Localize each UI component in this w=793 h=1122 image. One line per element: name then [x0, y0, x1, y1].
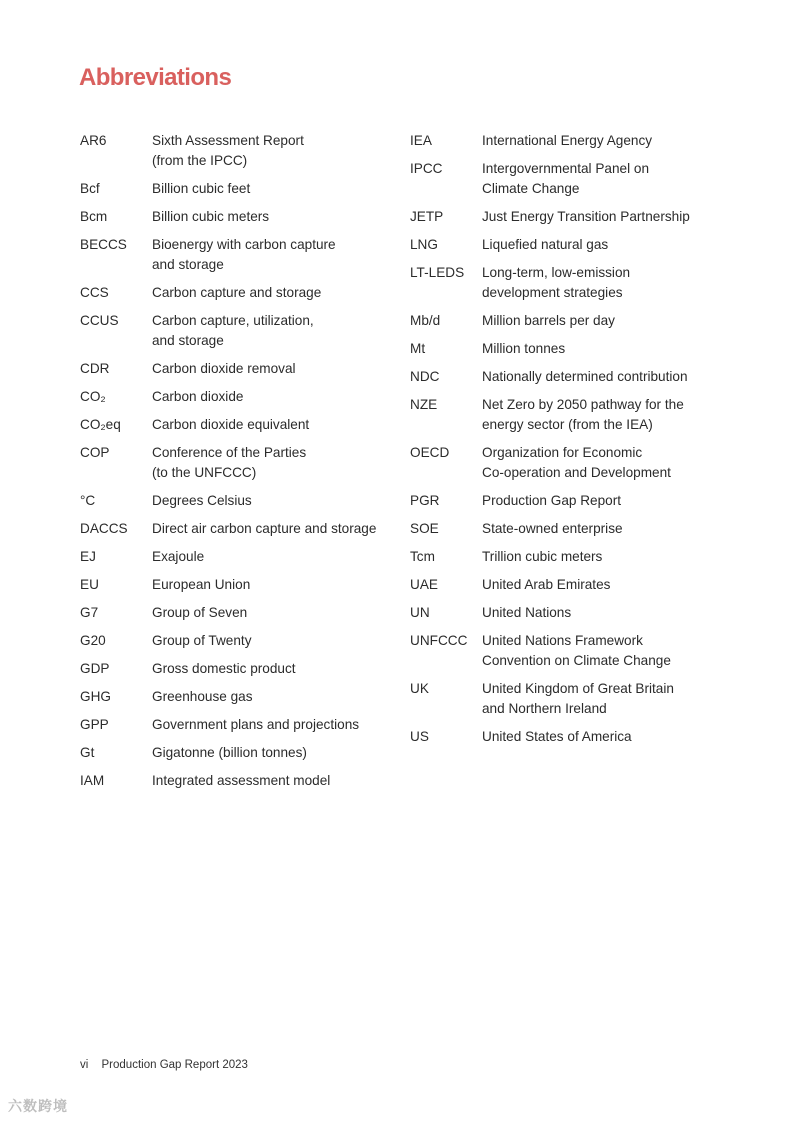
abbreviation-definition: United States of America: [482, 729, 632, 744]
abbreviation-term: DACCS: [80, 521, 128, 536]
abbreviation-definition: Nationally determined contribution: [482, 369, 688, 384]
abbreviation-entry: [410, 679, 710, 719]
abbreviation-term: Mb/d: [410, 313, 441, 328]
abbreviation-entry: [80, 179, 390, 199]
abbreviation-definition: Intergovernmental Panel on Climate Change: [482, 161, 650, 196]
abbreviation-entry: [80, 519, 390, 539]
abbreviations-right-column: [410, 131, 710, 755]
abbreviation-entry: [410, 395, 710, 435]
abbreviation-entry: [410, 443, 710, 483]
abbreviation-definition: Degrees Celsius: [152, 493, 252, 508]
abbreviation-definition: Government plans and projections: [152, 717, 360, 732]
abbreviations-left-column: [80, 131, 390, 799]
page-title: Abbreviations: [79, 64, 232, 91]
abbreviation-definition: United Nations Framework Convention on Climate Change: [482, 633, 671, 668]
abbreviation-definition: Integrated assessment model: [152, 773, 331, 788]
abbreviation-definition: Exajoule: [152, 549, 205, 564]
abbreviation-term: SOE: [410, 521, 439, 536]
abbreviation-entry: [80, 687, 390, 707]
abbreviation-term: BECCS: [80, 237, 127, 252]
abbreviation-definition: Long-term, low-emission development strategies: [482, 265, 631, 300]
abbreviation-definition: Carbon capture and storage: [152, 285, 322, 300]
abbreviation-term: Mt: [410, 341, 426, 356]
abbreviation-definition: Gross domestic product: [152, 661, 296, 676]
abbreviation-definition: Net Zero by 2050 pathway for the energy sector (from the IEA): [482, 397, 684, 432]
abbreviation-entry: [80, 631, 390, 651]
abbreviation-entry: [410, 263, 710, 303]
abbreviation-definition: Gigatonne (billion tonnes): [152, 745, 307, 760]
abbreviation-entry: [80, 771, 390, 791]
abbreviation-term: UN: [410, 605, 430, 620]
abbreviation-term: Bcm: [80, 209, 108, 224]
abbreviation-entry: [80, 415, 390, 435]
abbreviation-definition: Carbon dioxide equivalent: [152, 417, 310, 432]
abbreviation-definition: Billion cubic meters: [152, 209, 270, 224]
abbreviation-term: CCUS: [80, 313, 119, 328]
abbreviation-term: G20: [80, 633, 106, 648]
abbreviation-definition: Just Energy Transition Partnership: [482, 209, 690, 224]
abbreviation-term: COP: [80, 445, 110, 460]
abbreviation-term: CO₂: [80, 389, 106, 404]
abbreviation-entry: [80, 547, 390, 567]
abbreviation-entry: [410, 727, 710, 747]
abbreviation-term: Bcf: [80, 181, 100, 196]
page-number: vi: [80, 1059, 89, 1071]
abbreviation-entry: [410, 367, 710, 387]
abbreviation-term: US: [410, 729, 429, 744]
abbreviation-entry: [80, 603, 390, 623]
abbreviation-term: CDR: [80, 361, 110, 376]
abbreviation-term: UNFCCC: [410, 633, 468, 648]
abbreviation-definition: Trillion cubic meters: [482, 549, 603, 564]
abbreviation-term: NZE: [410, 397, 438, 412]
abbreviation-entry: [80, 283, 390, 303]
abbreviation-entry: [410, 131, 710, 151]
abbreviation-entry: [80, 743, 390, 763]
abbreviation-term: IEA: [410, 133, 432, 148]
abbreviation-term: GDP: [80, 661, 110, 676]
abbreviation-definition: Liquefied natural gas: [482, 237, 609, 252]
abbreviation-definition: State-owned enterprise: [482, 521, 623, 536]
abbreviation-definition: Production Gap Report: [482, 493, 622, 508]
abbreviation-term: Gt: [80, 745, 95, 760]
abbreviation-definition: Billion cubic feet: [152, 181, 251, 196]
abbreviation-entry: [80, 387, 390, 407]
abbreviation-term: GHG: [80, 689, 111, 704]
abbreviation-term: GPP: [80, 717, 109, 732]
abbreviation-term: IAM: [80, 773, 105, 788]
abbreviation-definition: Million barrels per day: [482, 313, 615, 328]
abbreviation-entry: [80, 659, 390, 679]
abbreviation-definition: European Union: [152, 577, 251, 592]
watermark-logo: 六数跨境: [8, 1098, 68, 1114]
abbreviation-entry: [410, 631, 710, 671]
abbreviation-entry: [80, 207, 390, 227]
abbreviation-entry: [80, 359, 390, 379]
abbreviation-entry: [80, 491, 390, 511]
abbreviation-definition: United Nations: [482, 605, 572, 620]
abbreviation-entry: [410, 235, 710, 255]
abbreviation-definition: United Arab Emirates: [482, 577, 611, 592]
abbreviation-entry: [410, 519, 710, 539]
abbreviation-term: LNG: [410, 237, 438, 252]
abbreviation-definition: Carbon capture, utilization, and storage: [152, 313, 314, 348]
abbreviation-definition: Group of Seven: [152, 605, 248, 620]
abbreviation-definition: Sixth Assessment Report (from the IPCC): [152, 133, 304, 168]
abbreviation-term: UAE: [410, 577, 438, 592]
abbreviation-definition: Direct air carbon capture and storage: [152, 521, 377, 536]
abbreviation-term: NDC: [410, 369, 440, 384]
abbreviation-definition: Conference of the Parties (to the UNFCCC): [152, 445, 307, 480]
abbreviation-definition: Organization for Economic Co-operation and Development: [482, 445, 671, 480]
abbreviation-term: EU: [80, 577, 99, 592]
abbreviation-entry: [410, 603, 710, 623]
abbreviation-entry: [80, 311, 390, 351]
abbreviation-term: UK: [410, 681, 429, 696]
abbreviation-entry: [410, 207, 710, 227]
abbreviation-term: EJ: [80, 549, 96, 564]
report-name: Production Gap Report 2023: [101, 1059, 248, 1071]
abbreviation-term: AR6: [80, 133, 107, 148]
abbreviation-entry: [80, 715, 390, 735]
abbreviation-term: CO₂eq: [80, 417, 121, 432]
abbreviation-term: CCS: [80, 285, 109, 300]
abbreviation-definition: Carbon dioxide removal: [152, 361, 296, 376]
abbreviation-term: LT-LEDS: [410, 265, 465, 280]
abbreviation-entry: [80, 575, 390, 595]
abbreviation-definition: United Kingdom of Great Britain and Northern Ireland: [482, 681, 674, 716]
abbreviation-definition: Group of Twenty: [152, 633, 252, 648]
abbreviation-definition: International Energy Agency: [482, 133, 653, 148]
abbreviation-term: IPCC: [410, 161, 443, 176]
abbreviation-term: °C: [80, 493, 96, 508]
abbreviation-definition: Greenhouse gas: [152, 689, 253, 704]
abbreviation-entry: [410, 311, 710, 331]
abbreviation-definition: Bioenergy with carbon capture and storage: [152, 237, 336, 272]
abbreviation-entry: [80, 235, 390, 275]
abbreviation-definition: Million tonnes: [482, 341, 566, 356]
abbreviation-entry: [80, 443, 390, 483]
abbreviation-entry: [80, 131, 390, 171]
abbreviation-term: PGR: [410, 493, 440, 508]
abbreviation-term: G7: [80, 605, 99, 620]
abbreviation-entry: [410, 491, 710, 511]
abbreviation-term: Tcm: [410, 549, 435, 564]
abbreviation-term: OECD: [410, 445, 450, 460]
page-footer: [80, 1059, 248, 1071]
abbreviation-entry: [410, 547, 710, 567]
abbreviation-term: JETP: [410, 209, 444, 224]
abbreviation-entry: [410, 339, 710, 359]
abbreviation-entry: [410, 575, 710, 595]
abbreviation-definition: Carbon dioxide: [152, 389, 244, 404]
abbreviation-entry: [410, 159, 710, 199]
